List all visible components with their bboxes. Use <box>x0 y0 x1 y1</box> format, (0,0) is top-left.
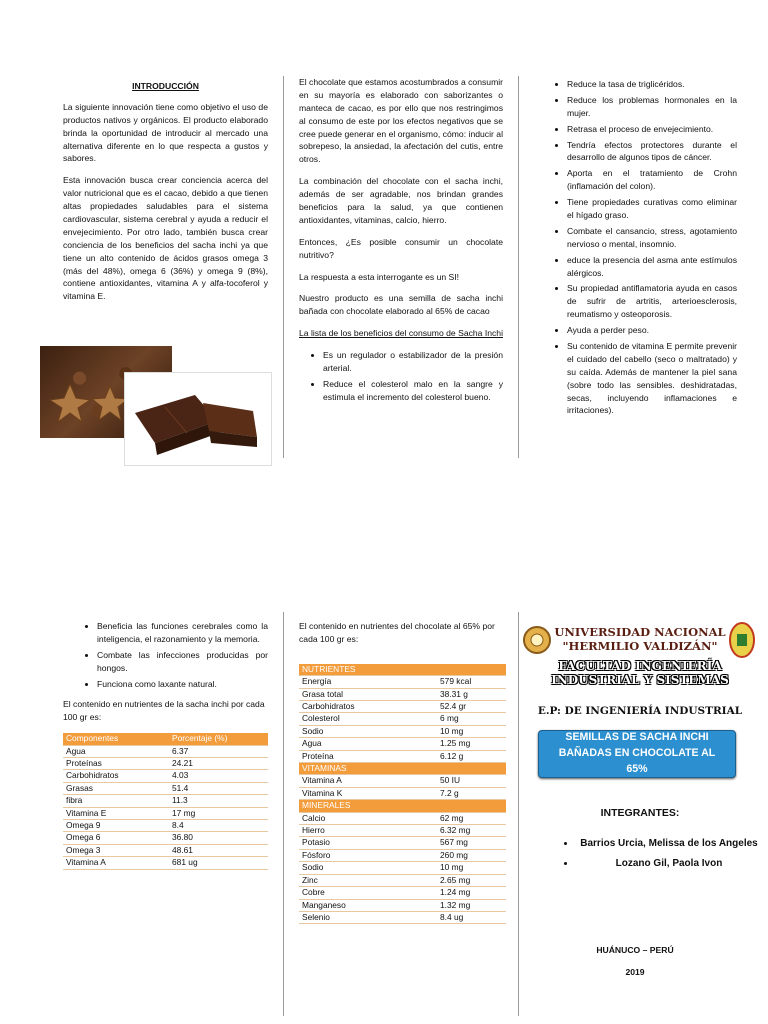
nutrient-name-cell: Colesterol <box>299 713 437 725</box>
section-header <box>299 664 506 676</box>
table-header <box>63 733 268 745</box>
list-item: • Barrios Urcia, Melissa de los Angeles <box>576 836 762 852</box>
school-name: E.P: DE INGENIERÍA INDUSTRIAL <box>537 705 743 717</box>
table-row <box>299 812 506 824</box>
nutrient-name-cell: Fósforo <box>299 849 437 861</box>
table-row <box>299 787 506 799</box>
nutrient-value-cell: 1.25 mg <box>437 738 506 750</box>
section-header <box>299 763 506 775</box>
nutrient-value-cell: 579 kcal <box>437 676 506 688</box>
nutrient-value-cell: 6.32 mg <box>437 825 506 837</box>
table-row <box>299 775 506 787</box>
table-row <box>63 758 268 770</box>
panel-cover <box>520 616 760 1016</box>
list-item: • Su contenido de vitamina E permite prevenir el cuidado del cabello (seco o maltratado) y su caída. Además de mantener la piel sana (sobre todo las sensibles. deshidratadas, secas, incluyendo inflamaciones e irritaciones). <box>567 340 737 417</box>
nutrient-value-cell: 567 mg <box>437 837 506 849</box>
list-item: • Reduce el colesterol malo en la sangre y estimula el incremento del colesterol bueno. <box>323 378 503 404</box>
list-item: • Su propiedad antiflamatoria ayuda en casos de sufrir de artritis, arterioesclerosis, reumatismo y osteoporosis. <box>567 282 737 321</box>
nutrient-name-cell: Selenio <box>299 911 437 923</box>
chocolate-paragraph: Nuestro producto es una semilla de sacha inchi bañada con chocolate elaborado al 65% de cacao <box>299 293 503 317</box>
nutrient-name-cell: fibra <box>63 795 169 807</box>
list-item: • Combate el cansancio, stress, agotamiento nervioso o mental, insomnio. <box>567 225 737 251</box>
table-row <box>63 795 268 807</box>
nutrient-value-cell: 51.4 <box>169 782 268 794</box>
nutrient-value-cell: 260 mg <box>437 849 506 861</box>
panel-sacha-nutrients <box>63 620 268 870</box>
chocolate-paragraph: La respuesta a esta interrogante es un SI! <box>299 271 460 282</box>
list-item: • Beneficia las funciones cerebrales como la inteligencia, el razonamiento y la memoria. <box>97 620 268 646</box>
column-header: Porcentaje (%) <box>169 733 268 745</box>
table-row <box>63 770 268 782</box>
nutrient-name-cell: Energía <box>299 676 437 688</box>
list-item: • Reduce la tasa de triglicéridos. <box>567 78 737 91</box>
table-row <box>63 857 268 869</box>
nutrient-name-cell: Vitamina A <box>299 775 437 787</box>
section-label: MINERALES <box>299 800 506 812</box>
nutrient-value-cell: 6 mg <box>437 713 506 725</box>
nutrient-name-cell: Omega 3 <box>63 844 169 856</box>
table-row <box>299 738 506 750</box>
chocolate-paragraph: La combinación del chocolate con el sacha inchi, además de ser agradable, nos brindan grandes beneficios para la salud, ya que contienen antioxidantes, vitaminas, calcio, hierro. <box>299 176 503 225</box>
panel-divider <box>518 76 519 458</box>
table-row <box>63 782 268 794</box>
list-item: • Aporta en el tratamiento de Crohn (inflamación del colon). <box>567 167 737 193</box>
table-row <box>63 820 268 832</box>
column-header: Componentes <box>63 733 169 745</box>
sacha-table-intro: El contenido en nutrientes de la sacha inchi por cada 100 gr es: <box>63 699 265 723</box>
chocolate-paragraph: Entonces, ¿Es posible consumir un chocolate nutritivo? <box>299 236 503 260</box>
nutrient-name-cell: Grasas <box>63 782 169 794</box>
faculty-name-line: FACULTAD INGENIERÍA <box>558 659 722 673</box>
panel-divider <box>283 612 284 1016</box>
nutrient-name-cell: Zinc <box>299 874 437 886</box>
nutrient-value-cell: 7.2 g <box>437 787 506 799</box>
table-row <box>299 825 506 837</box>
nutrient-value-cell: 8.4 <box>169 820 268 832</box>
list-item: • Funciona como laxante natural. <box>97 678 268 691</box>
year: 2019 <box>625 967 645 977</box>
list-item: • Tiene propiedades curativas como eliminar el hígado graso. <box>567 196 737 222</box>
table-row <box>63 844 268 856</box>
sacha-nutrient-table <box>63 733 268 869</box>
section-label: NUTRIENTES <box>299 664 506 676</box>
nutrient-name-cell: Sodio <box>299 862 437 874</box>
section-label: VITAMINAS <box>299 763 506 775</box>
table-row <box>63 745 268 757</box>
table-row <box>299 725 506 737</box>
nutrient-name-cell: Potasio <box>299 837 437 849</box>
members-heading: INTEGRANTES: <box>600 807 680 819</box>
table-row <box>299 750 506 762</box>
table-row <box>299 862 506 874</box>
faculty-logo-icon <box>728 620 756 660</box>
nutrient-value-cell: 48.61 <box>169 844 268 856</box>
nutrient-name-cell: Manganeso <box>299 899 437 911</box>
table-row <box>299 837 506 849</box>
section-header <box>299 800 506 812</box>
chocolate-nutrient-table <box>299 664 506 925</box>
table-row <box>299 849 506 861</box>
table-row <box>299 688 506 700</box>
benefits-list <box>63 620 268 690</box>
nutrient-name-cell: Vitamina E <box>63 807 169 819</box>
nutrient-value-cell: 36.80 <box>169 832 268 844</box>
nutrient-value-cell: 24.21 <box>169 758 268 770</box>
list-item: • Es un regulador o estabilizador de la presión arterial. <box>323 349 503 375</box>
nutrient-value-cell: 1.32 mg <box>437 899 506 911</box>
chocolate-table-intro: El contenido en nutrientes del chocolate al 65% por cada 100 gr es: <box>299 621 495 644</box>
table-row <box>299 701 506 713</box>
panel-introduction <box>63 80 268 312</box>
nutrient-name-cell: Grasa total <box>299 688 437 700</box>
nutrient-name-cell: Agua <box>63 745 169 757</box>
list-item: • Retrasa el proceso de envejecimiento. <box>567 123 737 136</box>
nutrient-name-cell: Carbohidratos <box>299 701 437 713</box>
nutrient-name-cell: Omega 9 <box>63 820 169 832</box>
benefits-list <box>299 349 503 404</box>
nutrient-value-cell: 1.24 mg <box>437 887 506 899</box>
table-row <box>299 911 506 923</box>
list-item: • educe la presencia del asma ante estímulos alérgicos. <box>567 254 737 280</box>
table-row <box>299 676 506 688</box>
panel-chocolate-nutrients <box>299 620 507 924</box>
panel-divider <box>518 612 519 1016</box>
nutrient-name-cell: Cobre <box>299 887 437 899</box>
university-logo-icon <box>522 620 552 660</box>
nutrient-name-cell: Agua <box>299 738 437 750</box>
nutrient-name-cell: Calcio <box>299 812 437 824</box>
nutrient-value-cell: 6.12 g <box>437 750 506 762</box>
nutrient-value-cell: 2.65 mg <box>437 874 506 886</box>
nutrient-value-cell: 50 IU <box>437 775 506 787</box>
table-row <box>299 874 506 886</box>
nutrient-name-cell: Carbohidratos <box>63 770 169 782</box>
benefits-list-title: La lista de los beneficios del consumo de Sacha Inchi <box>299 328 503 339</box>
university-name-line: UNIVERSIDAD NACIONAL <box>554 625 726 639</box>
faculty-name <box>540 660 740 688</box>
panel-chocolate <box>299 76 503 407</box>
nutrient-name-cell: Proteínas <box>63 758 169 770</box>
nutrient-value-cell: 4.03 <box>169 770 268 782</box>
nutrient-name-cell: Sodio <box>299 725 437 737</box>
nutrient-value-cell: 11.3 <box>169 795 268 807</box>
chocolate-photo <box>124 372 272 466</box>
list-item: • Ayuda a perder peso. <box>567 324 737 337</box>
location: HUÁNUCO – PERÚ <box>596 945 674 955</box>
panel-divider <box>283 76 284 458</box>
list-item: • Reduce los problemas hormonales en la mujer. <box>567 94 737 120</box>
intro-paragraph: La siguiente innovación tiene como objetivo el uso de productos nativos y orgánicos. El producto elaborado brinda la oportunidad de introducir al mercado una alternativa diferente en lo que respecta a gustos y sabores. <box>63 101 268 164</box>
chocolate-paragraph: El chocolate que estamos acostumbrados a consumir en su mayoría es elaborado con saborizantes o manteca de cacao, es por ello que nos restringimos al consumo de este por los efectos negativos que se cree puede generar en el organismo, cómo: inducir al sobrepeso, la ansiedad, la afectación del cutis, entre otros. <box>299 77 503 165</box>
university-name-line: "HERMILIO VALDIZÁN" <box>562 638 718 653</box>
panel-benefits <box>543 78 737 420</box>
nutrient-value-cell: 62 mg <box>437 812 506 824</box>
nutrient-value-cell: 10 mg <box>437 862 506 874</box>
nutrient-name-cell: Omega 6 <box>63 832 169 844</box>
nutrient-value-cell: 681 ug <box>169 857 268 869</box>
nutrient-value-cell: 8.4 ug <box>437 911 506 923</box>
list-item: • Tendría efectos protectores durante el desarrollo de algunos tipos de cáncer. <box>567 139 737 165</box>
table-row <box>299 887 506 899</box>
table-row <box>63 832 268 844</box>
nutrient-name-cell: Vitamina K <box>299 787 437 799</box>
university-name <box>554 626 726 654</box>
table-row <box>63 807 268 819</box>
chocolate-bar-icon <box>125 373 271 465</box>
table-row <box>299 713 506 725</box>
nutrient-name-cell: Hierro <box>299 825 437 837</box>
nutrient-value-cell: 38.31 g <box>437 688 506 700</box>
faculty-name-line: INDUSTRIAL Y SISTEMAS <box>551 672 729 687</box>
intro-title: INTRODUCCIÓN <box>132 81 199 91</box>
members-list <box>558 836 762 875</box>
nutrient-value-cell: 10 mg <box>437 725 506 737</box>
nutrient-value-cell: 6.37 <box>169 745 268 757</box>
list-item: • Lozano Gil, Paola Ivon <box>576 856 762 872</box>
nutrient-value-cell: 52.4 gr <box>437 701 506 713</box>
table-row <box>299 899 506 911</box>
nutrient-name-cell: Vitamina A <box>63 857 169 869</box>
list-item: • Combate las infecciones producidas por hongos. <box>97 649 268 675</box>
nutrient-value-cell: 17 mg <box>169 807 268 819</box>
intro-paragraph: Esta innovación busca crear conciencia acerca del valor nutricional que es el cacao, debido a que tienen altas propiedades saludables para el sistema cardiovascular, sistema cerebral y ayuda a reducir el envejecimiento. Por otro lado, también busca crear conciencia de los beneficios del sacha inchi ya que tiene un alto contenido de ácidos grasos omega 3 (más del 48%), omega 6 (36%) y omega 9 (8%), contiene antioxidantes, vitamina A y alfa-tocoferol y vitamina E. <box>63 175 268 302</box>
nutrient-name-cell: Proteína <box>299 750 437 762</box>
benefits-list <box>543 78 737 417</box>
product-title: SEMILLAS DE SACHA INCHI BAÑADAS EN CHOCOLATE AL 65% <box>558 731 716 775</box>
product-title-box <box>538 730 736 778</box>
